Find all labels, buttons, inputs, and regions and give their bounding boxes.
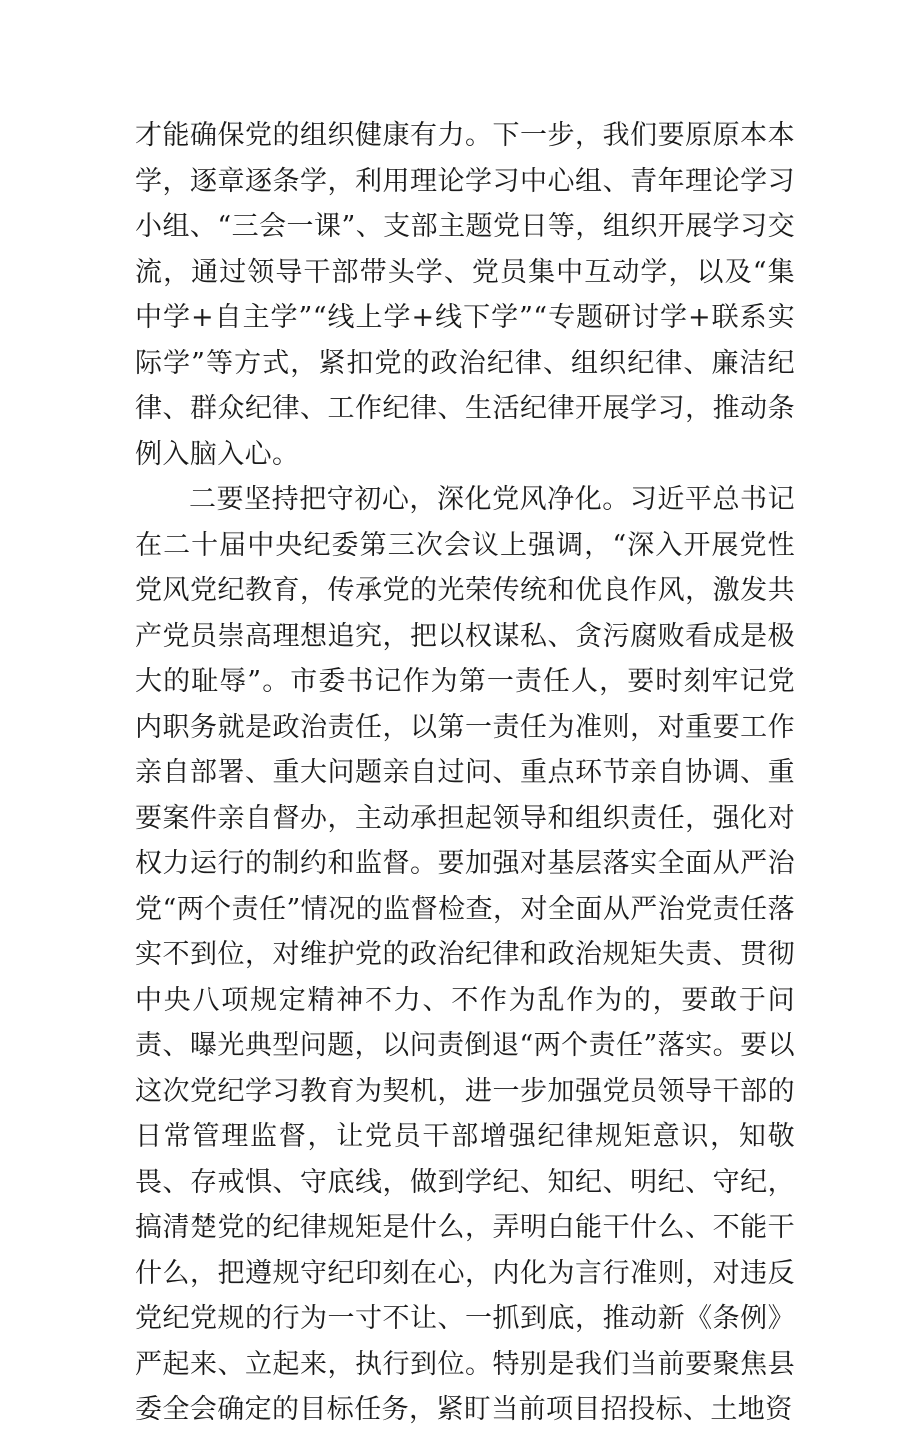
paragraph-party-conduct: 二要坚持把守初心，深化党风净化。习近平总书记在二十届中央纪委第三次会议上强调，“深入开展党性党风党纪教育，传承党的光荣传统和优良作风，激发共产党员崇高理想追究，把以权谋私、贪污腐败看成是极大的耻辱”。市委书记作为第一责任人，要时刻牢记党内职务就是政治责任，以第一责任为准则，对重要工作亲自部署、重大问题亲自过问、重点环节亲自协调、重要案件亲自督办，主动承担起领导和组织责任，强化对权力运行的制约和监督。要加强对基层落实全面从严治党“两个责任”情况的监督检查，对全面从严治党责任落实不到位，对维护党的政治纪律和政治规矩失责、贯彻中央八项规定精神不力、不作为乱作为的，要敢于问责、曝光典型问题，以问责倒退“两个责任”落实。要以这次党纪学习教育为契机，进一步加强党员领导干部的日常管理监督，让党员干部增强纪律规矩意识，知敬畏、存戒惧、守底线，做到学纪、知纪、明纪、守纪，搞清楚党的纪律规矩是什么，弄明白能干什么、不能干什么，把遵规守纪印刻在心，内化为言行准则，对违反党纪党规的行为一寸不让、一抓到底，推动新《条例》严起来、立起来，执行到位。特别是我们当前要聚焦县委全会确定的目标任务，紧盯当前项目招投标、土地资 <box>135 484 795 1425</box>
paragraph-study-methods: 才能确保党的组织健康有力。下一步，我们要原原本本学，逐章逐条学，利用理论学习中心组、青年理论学习小组、“三会一课”、支部主题党日等，组织开展学习交流，通过领导干部带头学、党员集中互动学，以及“集中学+自主学”“线上学+线下学”“专题研讨学+联系实际学”等方式，紧扣党的政治纪律、组织纪律、廉洁纪律、群众纪律、工作纪律、生活纪律开展学习，推动条例入脑入心。 <box>135 120 795 470</box>
document-body <box>135 113 795 1433</box>
